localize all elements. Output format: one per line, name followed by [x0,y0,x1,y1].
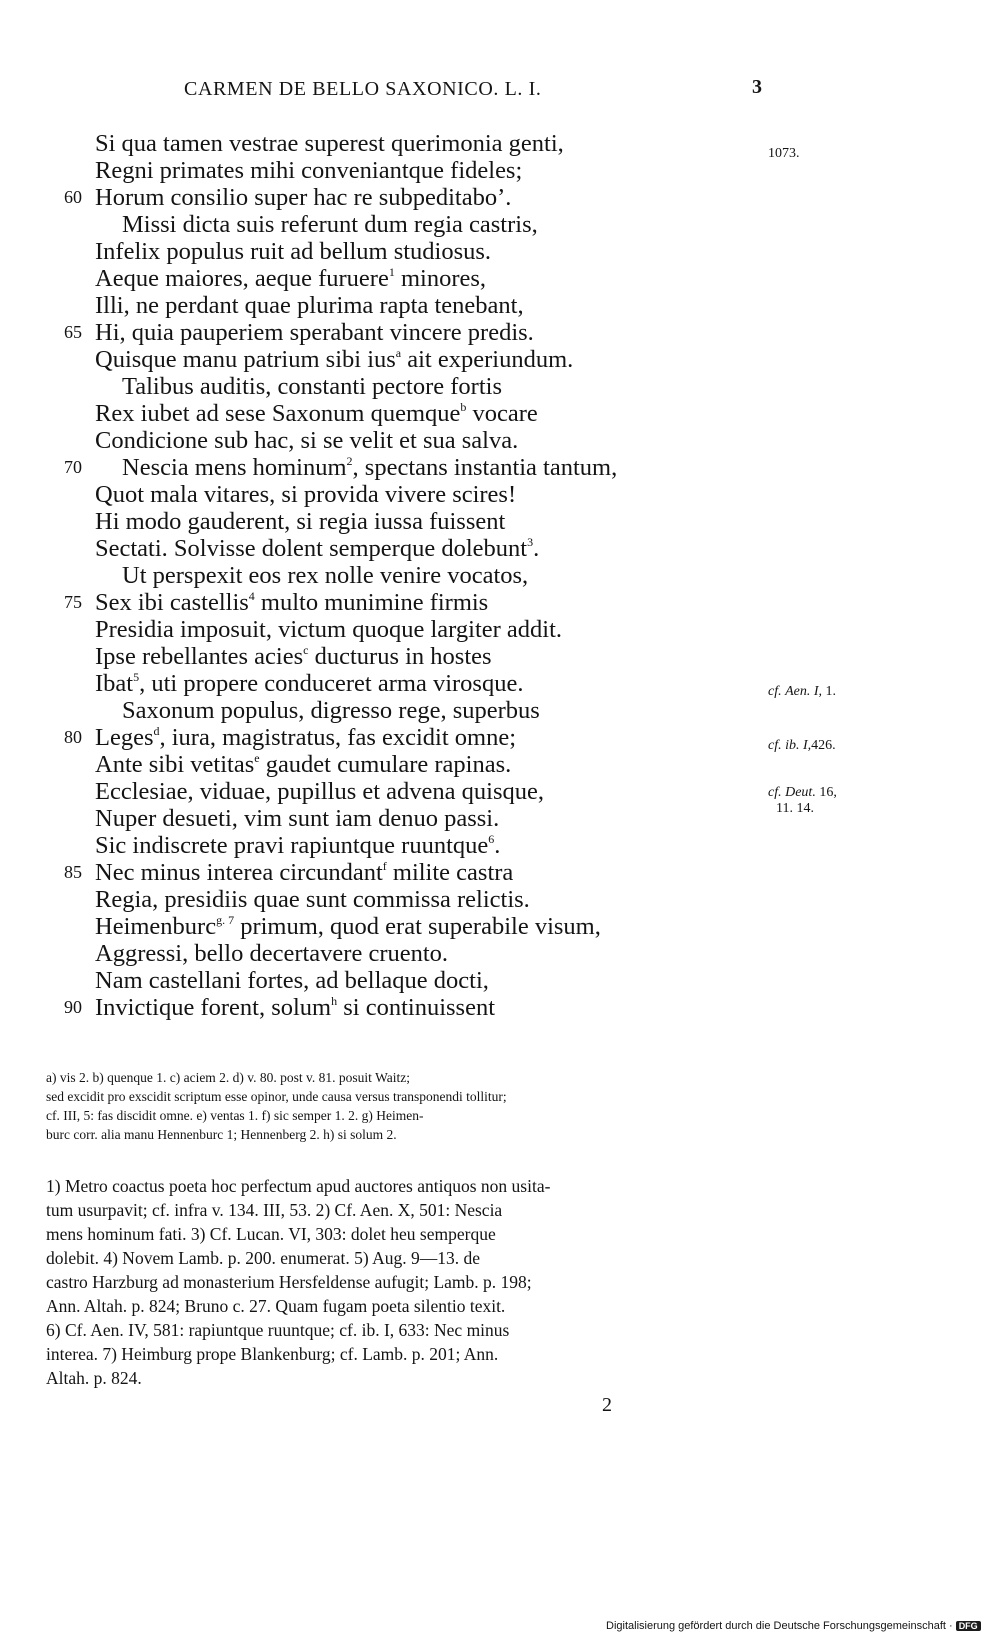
footnote-line: interea. 7) Heimburg prope Blankenburg; cf. Lamb. p. 201; Ann. [46,1344,499,1364]
note-marker: g. 7 [216,913,235,927]
verse-line: Regia, presidiis quae sunt commissa relictis. [95,886,530,913]
footnote-line: Ann. Altah. p. 824; Bruno c. 27. Quam fugam poeta silentio texit. [46,1296,506,1316]
verse-line: Nuper desueti, vim sunt iam denuo passi. [95,805,500,832]
verse-line: Ante sibi vetitas$^e$ gaudet cumulare rapinas. [95,751,512,778]
apparatus-line: sed excidit pro exscidit scriptum esse opinor, unde causa versus transponendi tollitur; [46,1089,507,1104]
line-number: 70 [64,457,82,477]
line-number: 90 [64,997,82,1017]
verse-line: Heimenburc$^{g. 7}$ primum, quod erat superabile visum, [95,913,601,940]
verse-line: Nam castellani fortes, ad bellaque docti, [95,967,489,994]
line-number: 75 [64,592,82,612]
apparatus-line: cf. III, 5: fas discidit omne. e) ventas 1. f) sic semper 1. 2. g) Heimen- [46,1108,424,1123]
verse-line: Sectati. Solvisse dolent semperque dolebunt$^3$. [95,535,540,562]
verse-line: Rex iubet ad sese Saxonum quemque$^b$ vocare [95,400,538,427]
footnote-line: Altah. p. 824. [46,1368,142,1388]
footnote-line: dolebit. 4) Novem Lamb. p. 200. enumerat. 5) Aug. 9—13. de [46,1248,481,1268]
note-marker: 1 [388,265,395,279]
note-marker: 5 [133,670,140,684]
verse-line: 80 Leges$^d$, iura, magistratus, fas excidit omne; [0,724,1000,751]
verse-line: Ecclesiae, viduae, pupillus et advena quisque, [95,778,545,805]
line-number: 65 [64,322,82,342]
verse-line: Ibat$^5$, uti propere conduceret arma virosque. [95,670,524,697]
note-marker: 3 [527,535,534,549]
footnote-line: tum usurpavit; cf. infra v. 134. III, 53. 2) Cf. Aen. X, 501: Nescia [46,1200,503,1220]
footnote-line: castro Harzburg ad monasterium Hersfeldense aufugit; Lamb. p. 198; [46,1272,532,1292]
critical-apparatus [46,1068,772,1144]
note-marker: 4 [248,589,255,603]
verse-line: 65 Hi, quia pauperiem sperabant vincere predis. [0,319,1000,346]
line-number: 60 [64,187,82,207]
apparatus-marker: h [331,994,338,1008]
apparatus-marker: d [153,724,160,738]
margin-reference: cf. Deut. 16, 11. 14. [768,785,837,816]
apparatus-marker: f [382,859,387,873]
note-marker: 2 [346,454,353,468]
margin-reference: cf. Aen. I, 1. [768,684,837,699]
verse-line: Si qua tamen vestrae superest querimonia genti, [95,130,564,157]
verse-line: Illi, ne perdant quae plurima rapta tenebant, [95,292,524,319]
verse-line: 70 Nescia mens hominum$^2$, spectans instantia tantum, [0,454,1000,481]
verse-line: 85 Nec minus interea circundant$^f$ milite castra [0,859,1000,886]
margin-year: 1073. [768,146,800,161]
apparatus-marker: a [395,346,402,360]
verse-line: Ipse rebellantes acies$^c$ ducturus in hostes [95,643,492,670]
apparatus-marker: e [254,751,260,765]
apparatus-line: burc corr. alia manu Hennenburc 1; Hennenberg 2. h) si solum 2. [46,1127,397,1142]
verse-line: Missi dicta suis referunt dum regia castris, [122,211,538,238]
apparatus-line: a) vis 2. b) quenque 1. c) aciem 2. d) v. 80. post v. 81. posuit Waitz; [46,1070,410,1085]
margin-reference: cf. ib. I,426. [768,738,836,753]
dfg-logo-icon: DFG [956,1621,981,1631]
verse-line: Condicione sub hac, si se velit et sua salva. [95,427,519,454]
line-number: 85 [64,862,82,882]
running-title: CARMEN DE BELLO SAXONICO. L. I. [184,78,542,100]
digitization-credit: Digitalisierung gefördert durch die Deutsche Forschungsgemeinschaft · DFG [606,1620,981,1632]
verse-line: Hi modo gauderent, si regia iussa fuissent [95,508,506,535]
note-marker: 6 [488,832,495,846]
verse-line: Regni primates mihi conveniantque fideles; [95,157,523,184]
apparatus-marker: b [460,400,467,414]
verse-line: Aeque maiores, aeque furuere$^1$ minores, [95,265,487,292]
verse-line: Quot mala vitares, si provida vivere scires! [95,481,517,508]
verse-line: Sic indiscrete pravi rapiuntque ruuntque$^6$. [95,832,501,859]
verse-line: Ut perspexit eos rex nolle venire vocatos, [122,562,529,589]
footnote-line: mens hominum fati. 3) Cf. Lucan. VI, 303: dolet heu semperque [46,1224,496,1244]
verse-line: 90 Invictique forent, solum$^h$ si continuissent [0,994,1000,1021]
verse-line: 75 Sex ibi castellis$^4$ multo munimine firmis [0,589,1000,616]
verse-line: Saxonum populus, digresso rege, superbus [122,697,540,724]
verse-line: Talibus auditis, constanti pectore fortis [122,373,502,400]
verse-line: 60 Horum consilio super hac re subpeditabo’. [0,184,1000,211]
verse-line: Presidia imposuit, victum quoque largiter addit. [95,616,563,643]
verse-line: Quisque manu patrium sibi ius$^a$ ait experiundum. [95,346,574,373]
footnote-line: 6) Cf. Aen. IV, 581: rapiuntque ruuntque; cf. ib. I, 633: Nec minus [46,1320,510,1340]
apparatus-marker: c [303,643,309,657]
verse-line: Aggressi, bello decertavere cruento. [95,940,449,967]
signature-mark: 2 [602,1394,612,1416]
line-number: 80 [64,727,82,747]
verse-line: Infelix populus ruit ad bellum studiosus. [95,238,492,265]
footnote-line: 1) Metro coactus poeta hoc perfectum apud auctores antiquos non usita- [46,1176,551,1196]
footnotes [46,1174,772,1390]
page-number: 3 [752,76,762,98]
